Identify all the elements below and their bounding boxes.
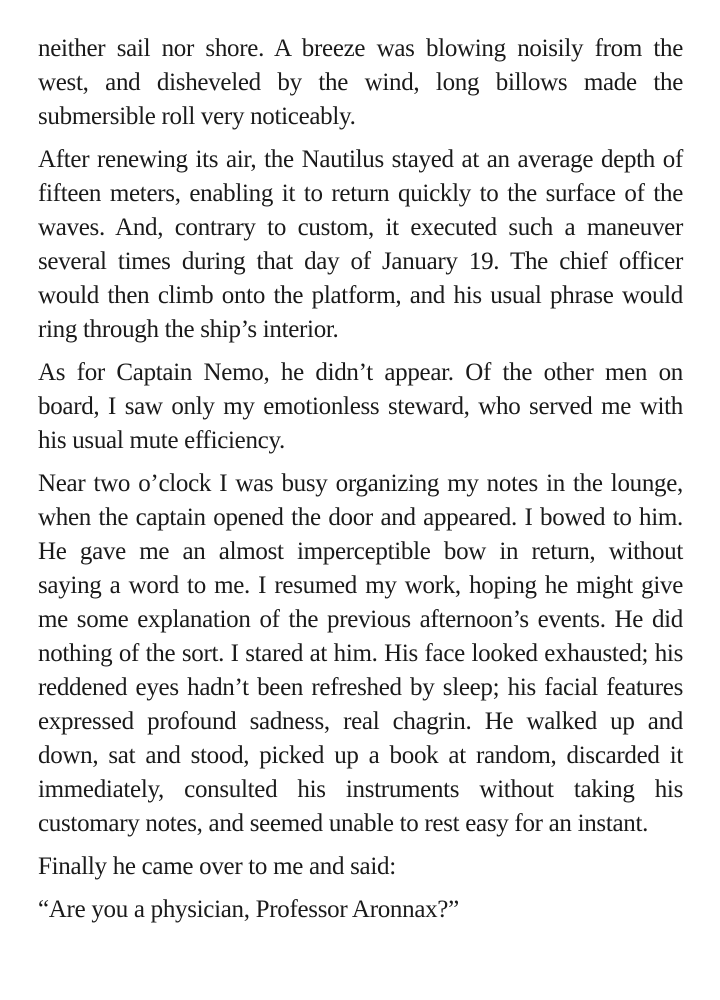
paragraph-5: Finally he came over to me and said:: [38, 853, 396, 880]
book-page: [38, 32, 683, 936]
paragraph-6: “Are you a physician, Professor Aronnax?”: [38, 896, 459, 923]
paragraph-2: After renewing its air, the Nautilus stayed at an average depth of fifteen meters, enabling it to return quickly to the surface of the waves. And, contrary to custom, it executed such a maneuver several times during that day of January 19. The chief officer would then climb onto the platform, and his usual phrase would ring through the ship’s interior.: [38, 146, 683, 343]
paragraph-1: neither sail nor shore. A breeze was blowing noisily from the west, and disheveled by the wind, long billows made the submersible roll very noticeably.: [38, 35, 683, 130]
paragraph-4: Near two o’clock I was busy organizing my notes in the lounge, when the captain opened the door and appeared. I bowed to him. He gave me an almost imperceptible bow in return, without saying a word to me. I resumed my work, hoping he might give me some explanation of the previous afternoon’s events. He did nothing of the sort. I stared at him. His face looked exhausted; his reddened eyes hadn’t been refreshed by sleep; his facial features expressed profound sadness, real chagrin. He walked up and down, sat and stood, picked up a book at random, discarded it immediately, consulted his instruments without taking his customary notes, and seemed unable to rest easy for an instant.: [38, 470, 683, 837]
paragraph-3: As for Captain Nemo, he didn’t appear. Of the other men on board, I saw only my emotionless steward, who served me with his usual mute efficiency.: [38, 359, 683, 454]
